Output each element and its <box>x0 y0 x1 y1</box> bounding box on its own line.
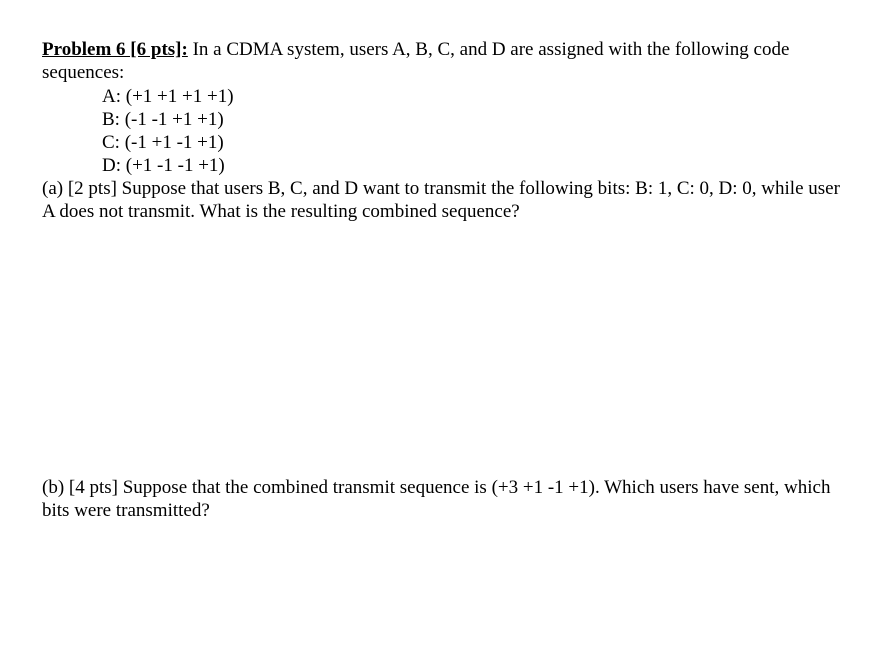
problem-intro: In a CDMA system, users A, B, C, and D are assigned with the following code sequences: <box>42 39 790 83</box>
code-sequence-a: A: (+1 +1 +1 +1) <box>102 86 234 107</box>
problem-title: Problem 6 [6 pts]: <box>42 39 188 60</box>
part-b-question: (b) [4 pts] Suppose that the combined transmit sequence is (+3 +1 -1 +1). Which users have sent, which bits were transmitted? <box>42 477 831 521</box>
code-sequence-d: D: (+1 -1 -1 +1) <box>102 155 225 176</box>
part-a-question: (a) [2 pts] Suppose that users B, C, and D want to transmit the following bits: B: 1, C: 0, D: 0, while user A does not transmit. What is the resulting combined sequence? <box>42 178 840 222</box>
code-sequence-c: C: (-1 +1 -1 +1) <box>102 132 224 153</box>
code-sequence-b: B: (-1 -1 +1 +1) <box>102 109 224 130</box>
code-sequence-list <box>102 85 234 177</box>
problem-statement <box>42 38 842 84</box>
